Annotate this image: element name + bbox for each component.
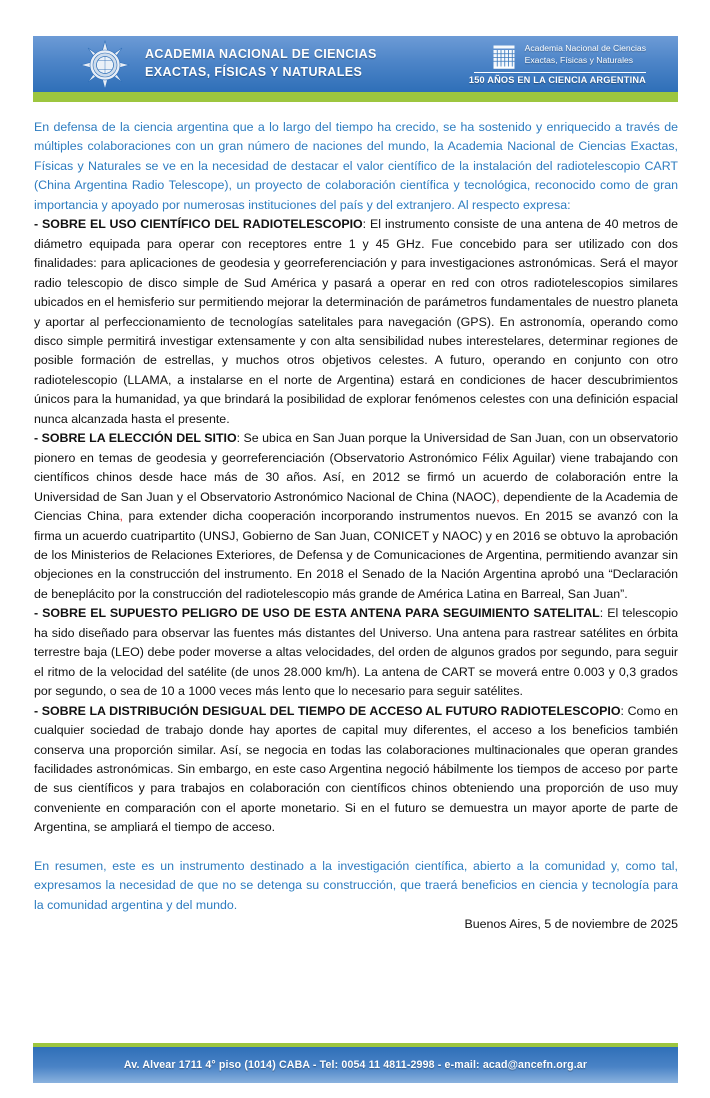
section-eleccion-sitio	[34, 429, 678, 604]
section-text: Como en cualquier sociedad de trabajo donde hay aportes de capital muy diferentes, el acceso a los beneficios también conserva una proporción similar. Así, se negocia en todas las colaboraciones multinacionales que operan grandes facilidades astronómicas. Sin embargo, en este caso Argentina negoció hábilmente los tiempos de acceso	[34, 703, 679, 776]
section-bullet: -	[34, 217, 43, 232]
header-accent-bar	[33, 92, 678, 102]
intro-paragraph: En defensa de la ciencia argentina que a lo largo del tiempo ha crecido, se ha sostenido y enriquecido a través de múltiples colaboraciones con un gran número de naciones del mundo, la Academia Nacional de Ciencias Exactas, Físicas y Naturales se ve en la necesidad de destacar el valor científico de la instalación del radiotelescopio CART (China Argentina Radio Telescope), un proyecto de colaboración científica y tecnológica, reconocido como de gran importancia y apoyado por numerosas instituciones del país y del extranjero. Al respecto expresa:	[34, 120, 678, 212]
paragraph-spacer	[34, 838, 678, 857]
section-text: El telescopio ha sido diseñado para observar las fuentes más distantes del Universo. Una antena para rastrear satélites en órbita terrestre baja (LEO) debe poder moverse a altas velocidades, del orden de algunos grados por segundo, para seguir el ritmo de la velocidad del satélite (de unos 28.000 km/h). La antena de CART se moverá entre 0.003 y 0,3 grados por segundo, o sea de 10 a 1000 veces más	[34, 606, 679, 699]
emphasis-word: obtuvo	[560, 528, 601, 543]
emphasis-word: lento	[281, 684, 311, 699]
section-text: que lo necesario para seguir satélites.	[310, 684, 523, 699]
section-heading: SOBRE LA DISTRIBUCIÓN DESIGUAL DEL TIEMPO DE ACCESO AL FUTURO RADIOTELESCOPIO	[41, 703, 621, 718]
revision-mark-comma: ,	[119, 509, 123, 524]
section-separator: :	[362, 217, 371, 232]
header-title	[145, 45, 377, 81]
signature-line: Buenos Aires, 5 de noviembre de 2025	[464, 917, 678, 932]
anniversary-name-line2: Exactas, Físicas y Naturales	[524, 54, 634, 65]
closing-paragraph: En resumen, este es un instrumento destinado a la investigación científica, abierto a la comunidad y, como tal, expresamos la necesidad de que no se detenga su construcción, que traerá beneficios en ciencia y tecnología para la comunidad argentina y del mundo.	[34, 858, 678, 912]
revision-mark-comma: ,	[496, 489, 500, 504]
section-bullet: -	[34, 703, 42, 718]
document-header	[33, 36, 678, 92]
section-text: dependiente de la Academia de Ciencias China	[34, 489, 678, 524]
section-separator: :	[599, 606, 608, 621]
document-body	[34, 118, 678, 935]
section-peligro-satelital	[34, 604, 678, 701]
section-uso-cientifico	[34, 215, 678, 429]
section-text: la aprobación de los Ministerios de Relaciones Exteriores, de Defensa y de Comunicaciones de Argentina, permitiendo avanzar sin objeciones en la construcción del instrumento. En 2018 el Senado de la Nación Argentina aprobó una “Declaración de beneplácito por la construcción del radiotelescopio más grande de América Latina en Barreal, San Juan”.	[34, 528, 679, 601]
section-text: Se ubica en San Juan porque la Universidad de San Juan, con un observatorio pionero en temas de geodesia y georreferenciación (Observatorio Astronómico Félix Aguilar) viene trabajando con científicos chinos desde hace más de 30 años. Así, en 2012 se firmó un acuerdo de colaboración entre la Universidad de San Juan y el Observatorio Astronómico Nacional de China (NAOC)	[34, 431, 678, 504]
document-footer	[33, 1047, 678, 1083]
section-bullet: -	[34, 431, 42, 446]
anniversary-divider	[474, 72, 646, 73]
section-distribucion-tiempo	[34, 702, 678, 838]
anniversary-logo	[431, 41, 646, 89]
section-heading: SOBRE EL USO CIENTÍFICO DEL RADIOTELESCOPIO	[42, 217, 363, 232]
section-text: El instrumento consiste de una antena de 40 metros de diámetro equipada para operar con receptores entre 1 y 45 GHz. Fue concebido para ser utilizado con dos finalidades: para aplicaciones de geodesia y georreferenciación y para investigaciones astronómicas. Será el mayor radio telescopio de disco simple de Sud América y pasará a operar en red con otros radiotelescopios similares ubicados en el hemisferio sur permitiendo mejorar la determinación de parámetros fundamentales de nuestro planeta y aportar al perfeccionamiento de tecnologías satelitales para navegación (GPS). En astronomía, operando como disco simple permitirá investigar extensamente y con alta sensibilidad nubes interestelares, determinar regiones de posible formación de estrellas, y muchos otros objetivos celestes. A futuro, operando en conjunto con otro radiotelescopio (LLAMA, a instalarse en el norte de Argentina) estará en condiciones de hacer descubrimientos únicos para la humanidad, ya que brindará la posibilidad de explorar fenómenos celestes con una definición espacial nunca alcanzada hasta el presente.	[34, 217, 678, 426]
section-heading: SOBRE LA ELECCIÓN DEL SITIO	[41, 431, 237, 446]
academy-building-icon	[489, 41, 519, 71]
section-separator: :	[236, 431, 244, 446]
section-heading: SOBRE EL SUPUESTO PELIGRO DE USO DE ESTA ANTENA PARA SEGUIMIENTO SATELITAL	[42, 606, 600, 621]
footer-contact-text: Av. Alvear 1711 4° piso (1014) CABA - Tel: 0054 11 4811-2998 - e-mail: acad@ancefn.org.ar	[123, 1059, 588, 1071]
header-title-line2: EXACTAS, FÍSICAS Y NATURALES	[145, 65, 363, 79]
section-text: para extender dicha cooperación incorporando instrumentos nuevos. En 2015 se avanzó con la firma un acuerdo cuatripartito (UNSJ, Gobierno de San Juan, CONICET y NAOC) y en 2016 se	[34, 509, 678, 543]
emphasis-word: por parte	[624, 761, 678, 776]
anniversary-slogan: 150 AÑOS EN LA CIENCIA ARGENTINA	[468, 75, 646, 85]
academy-crest-icon	[80, 40, 130, 90]
anniversary-name-line1: Academia Nacional de Ciencias	[524, 43, 646, 53]
section-text: de sus científicos y para trabajos en colaboración con científicos chinos obteniendo una proporción de uso muy conveniente en comparación con el aporte monetario. Si en el futuro se demuestra un mayor aporte de parte de Argentina, se ampliará el tiempo de acceso.	[34, 781, 678, 835]
header-title-line1: ACADEMIA NACIONAL DE CIENCIAS	[145, 47, 377, 61]
section-bullet: -	[34, 606, 43, 621]
section-separator: :	[620, 703, 628, 718]
